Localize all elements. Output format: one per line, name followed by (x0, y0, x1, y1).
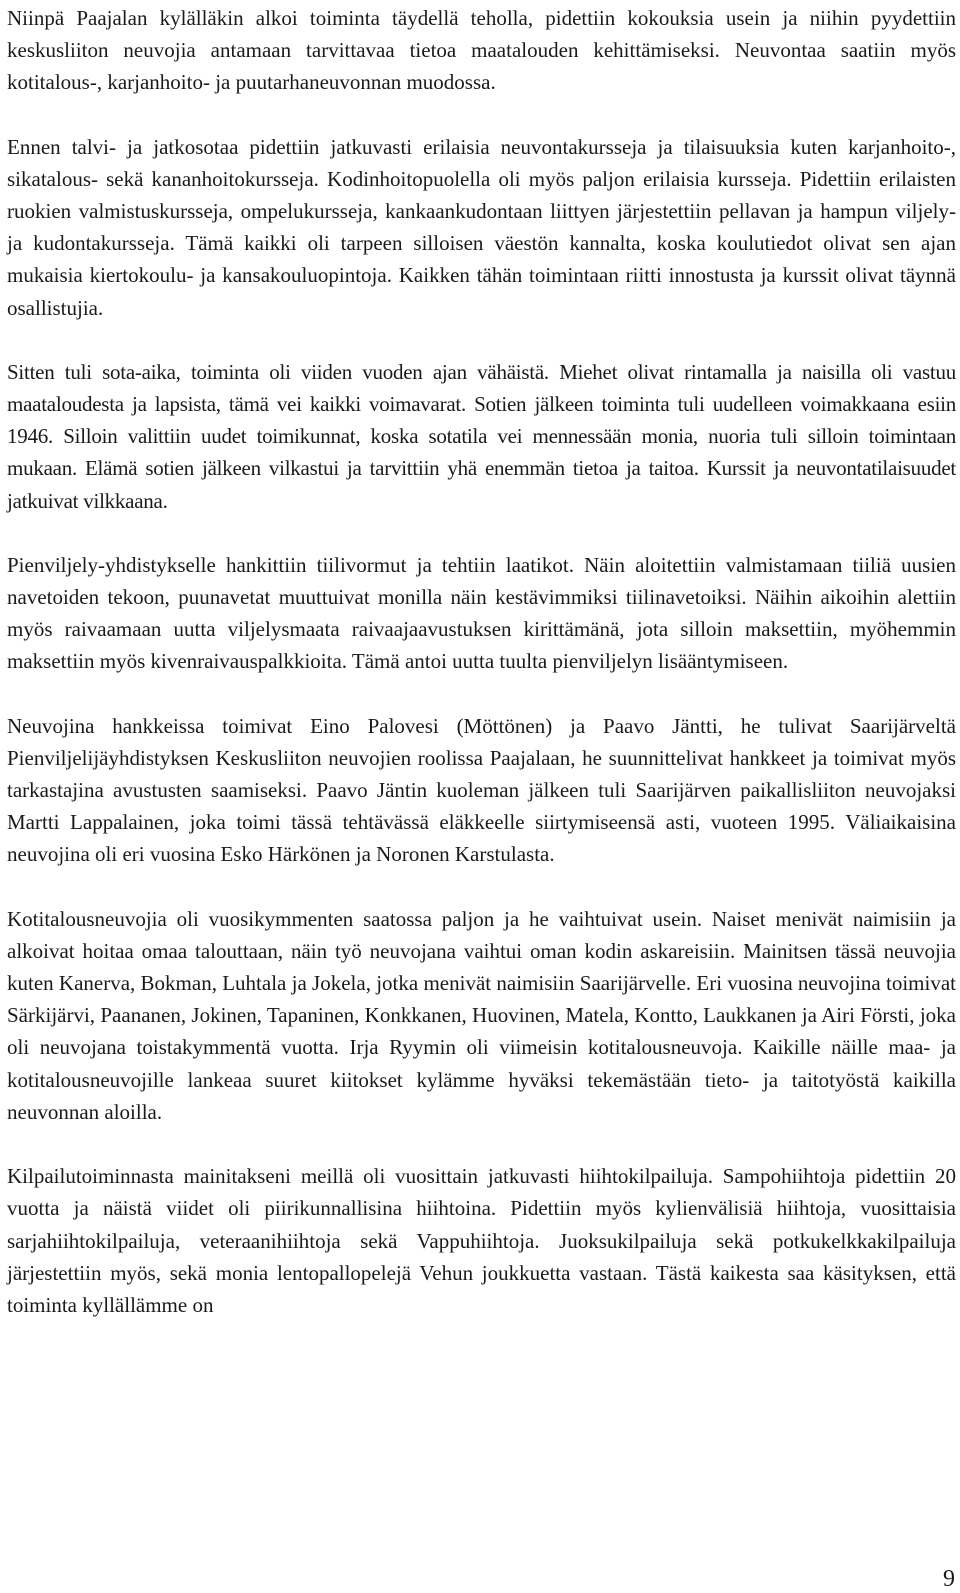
paragraph-2: Ennen talvi- ja jatkosotaa pidettiin jatkuvasti erilaisia neuvontakursseja ja tilaisuuksia kuten karjanhoito-, sikatalous- sekä kananhoitokursseja. Kodinhoitopuolella oli myös paljon erilaisia kursseja. Pidettiin erilaisten ruokien valmistuskursseja, ompelukursseja, kankaankudontaan liittyen järjestettiin pellavan ja hampun viljely- ja kudontakursseja. Tämä kaikki oli tarpeen silloisen väestön kannalta, koska koulutiedot olivat sen ajan mukaisia kiertokoulu- ja kansakouluopintoja. Kaikken tähän toimintaan riitti innostusta ja kurssit olivat täynnä osallistujia. (7, 134, 956, 320)
paragraph-5: Neuvojina hankkeissa toimivat Eino Palovesi (Möttönen) ja Paavo Jäntti, he tulivat Saarijärveltä Pienviljelijäyhdistyksen Keskusliiton neuvojien roolissa Paajalaan, he suunnittelivat hankkeet ja toimivat myös tarkastajina avustusten saamiseksi. Paavo Jäntin kuoleman jälkeen tuli Saarijärven paikallisliiton neuvojaksi Martti Lappalainen, joka toimi tässä tehtävässä eläkkeelle siirtymiseensä asti, vuoteen 1995. Väliaikaisina neuvojina oli eri vuosina Esko Härkönen ja Noronen Karstulasta. (7, 713, 956, 867)
document-body (7, 2, 956, 1353)
paragraph-7: Kilpailutoiminnasta mainitakseni meillä oli vuosittain jatkuvasti hiihtokilpailuja. Sampohiihtoja pidettiin 20 vuotta ja näistä viidet oli piirikunnallisina hiihtoina. Pidettiin myös kylienvälisiä hiihtoja, vuosittaisia sarjahiihtokilpailuja, veteraanihiihtoja sekä Vappuhiihtoja. Juoksukilpailuja sekä potkukelkkakilpailuja järjestettiin myös, sekä monia lentopallopelejä Vehun joukkuetta vastaan. Tästä kaikesta saa käsityksen, että toiminta kyllällämme on (7, 1164, 956, 1317)
page-number: 9 (943, 1566, 955, 1592)
paragraph-1: Niinpä Paajalan kylälläkin alkoi toiminta täydellä teholla, pidettiin kokouksia usein ja niihin pyydettiin keskusliiton neuvojia antamaan tarvittavaa tietoa maatalouden kehittämiseksi. Neuvontaa saatiin myös kotitalous-, karjanhoito- ja puutarhaneuvonnan muodossa. (7, 6, 956, 95)
paragraph-4: Pienviljely-yhdistykselle hankittiin tiilivormut ja tehtiin laatikot. Näin aloitettiin valmistamaan tiiliä uusien navetoiden tekoon, puunavetat muuttuivat monilla näin kestävimmiksi tiilinavetoiksi. Näihin aikoihin alettiin myös raivaamaan uutta viljelysmaata raivaajaavustuksen kirittämänä, jota silloin maksettiin, myöhemmin maksettiin myös kivenraivauspalkkioita. Tämä antoi uutta tuulta pienviljelyn lisääntymiseen. (7, 552, 956, 674)
paragraph-6: Kotitalousneuvojia oli vuosikymmenten saatossa paljon ja he vaihtuivat usein. Naiset menivät naimisiin ja alkoivat hoitaa omaa talouttaan, näin työ neuvojana vaihtui oman kodin askareisiin. Mainitsen tässä neuvojia kuten Kanerva, Bokman, Luhtala ja Jokela, jotka menivät naimisiin Saarijärvelle. Eri vuosina neuvojina toimivat Särkijärvi, Paananen, Jokinen, Tapaninen, Konkkanen, Huovinen, Matela, Kontto, Laukkanen ja Airi Försti, joka oli neuvojana toistakymmentä vuotta. Irja Ryymin oli viimeisin kotitalousneuvoja. Kaikille näille maa- ja kotitalousneuvojille lankeaa suuret kiitokset kylämme hyväksi tekemästään tieto- ja taitotyöstä kaikilla neuvonnan aloilla. (7, 906, 956, 1124)
paragraph-3: Sitten tuli sota-aika, toiminta oli viiden vuoden ajan vähäistä. Miehet olivat rintamalla ja naisilla oli vastuu maataloudesta ja lapsista, tämä vei kaikki voimavarat. Sotien jälkeen toiminta tuli uudelleen voimakkaana esiin 1946. Silloin valittiin uudet toimikunnat, koska sotatila vei mennessään monia, nuoria tuli silloin toimintaan mukaan. Elämä sotien jälkeen vilkastui ja tarvittiin yhä enemmän tietoa ja taitoa. Kurssit ja neuvontatilaisuudet jatkuivat vilkkaana. (7, 359, 956, 513)
